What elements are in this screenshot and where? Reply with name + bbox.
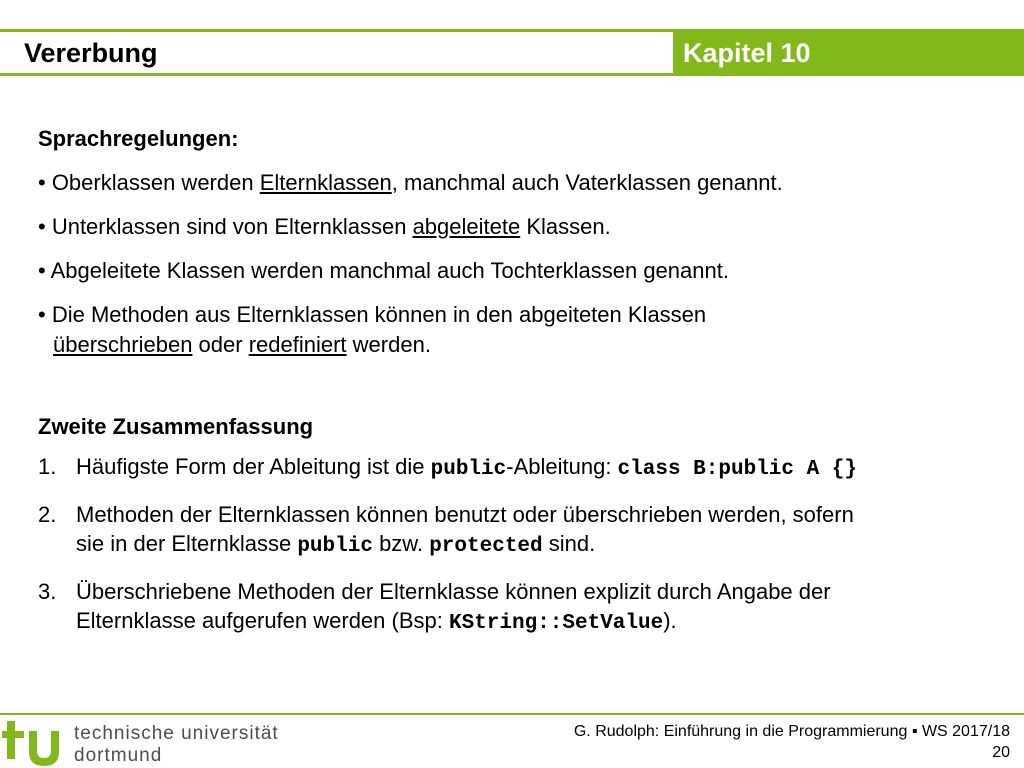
footer-course-info: G. Rudolph: Einführung in die Programmierung ▪ WS 2017/18: [573, 723, 1010, 740]
item-number: 3.: [38, 579, 57, 604]
bullet-marker: •: [38, 214, 46, 239]
bullet-text: Klassen.: [520, 214, 611, 239]
item-line: [76, 452, 1008, 484]
item-number: 2.: [38, 502, 57, 527]
bullet-text: werden.: [346, 332, 431, 357]
chapter-label: Kapitel 10: [683, 38, 811, 68]
code-snippet: protected: [429, 535, 543, 558]
bullet-marker: •: [38, 302, 46, 327]
tu-logo-icon: [2, 717, 70, 767]
section-heading-sprachregelungen: Sprachregelungen:: [38, 126, 239, 151]
numbered-item: [38, 577, 1008, 638]
code-snippet: public: [297, 535, 373, 558]
bullet-item: [38, 256, 1008, 286]
university-name: [74, 723, 279, 767]
bullet-item: [38, 168, 1008, 198]
item-text: Überschriebene Methoden der Elternklasse können explizit durch Angabe der: [76, 579, 831, 604]
item-text: -Ableitung:: [506, 454, 618, 479]
bullet-line: [38, 302, 706, 327]
page-number: 20: [992, 744, 1010, 761]
item-line: [76, 606, 1008, 638]
footer-line: [0, 713, 1024, 715]
bullet-item: [38, 300, 1008, 360]
bullet-text: , manchmal auch Vaterklassen genannt.: [391, 170, 783, 195]
bullet-text: oder: [192, 332, 249, 357]
item-number: 1.: [38, 454, 57, 479]
item-text: bzw.: [372, 531, 430, 556]
university-line: technische universität: [74, 723, 279, 744]
code-snippet: KString::SetValue: [448, 612, 664, 635]
bullet-text: Abgeleitete Klassen werden manchmal auch Tochterklassen genannt.: [45, 258, 729, 283]
chapter-badge: [673, 30, 1024, 75]
item-line: [76, 529, 1008, 561]
underlined-term: abgeleitete: [412, 214, 521, 239]
bullet-marker: •: [38, 170, 46, 195]
underlined-term: redefiniert: [248, 332, 347, 357]
university-line: dortmund: [74, 745, 163, 766]
item-text: Elternklasse aufgerufen werden (Bsp:: [76, 608, 449, 633]
bullet-text: Oberklassen werden: [45, 170, 260, 195]
item-text: sind.: [542, 531, 596, 556]
underlined-term: überschrieben: [53, 332, 193, 357]
bullet-text: Unterklassen sind von Elternklassen: [45, 214, 413, 239]
underlined-term: Elternklassen: [259, 170, 392, 195]
code-snippet: class B:public A {}: [617, 458, 857, 481]
item-text: Methoden der Elternklassen können benutzt oder überschrieben werden, sofern: [76, 502, 854, 527]
slide-title: Vererbung: [24, 38, 158, 68]
section-spacer: [38, 360, 1008, 412]
numbered-item: [38, 452, 1008, 484]
section-heading-zusammenfassung: Zweite Zusammenfassung: [38, 414, 314, 439]
item-text: sie in der Elternklasse: [76, 531, 298, 556]
item-text: ).: [663, 608, 677, 633]
bullet-line: [38, 330, 1008, 360]
bullet-item: [38, 212, 1008, 242]
numbered-item: [38, 500, 1008, 561]
bullet-marker: •: [38, 258, 46, 283]
item-text: Häufigste Form der Ableitung ist die: [76, 454, 431, 479]
code-snippet: public: [430, 458, 507, 481]
slide-content: [38, 124, 1008, 638]
bullet-text: Die Methoden aus Elternklassen können in den abgeiteten Klassen: [45, 302, 707, 327]
